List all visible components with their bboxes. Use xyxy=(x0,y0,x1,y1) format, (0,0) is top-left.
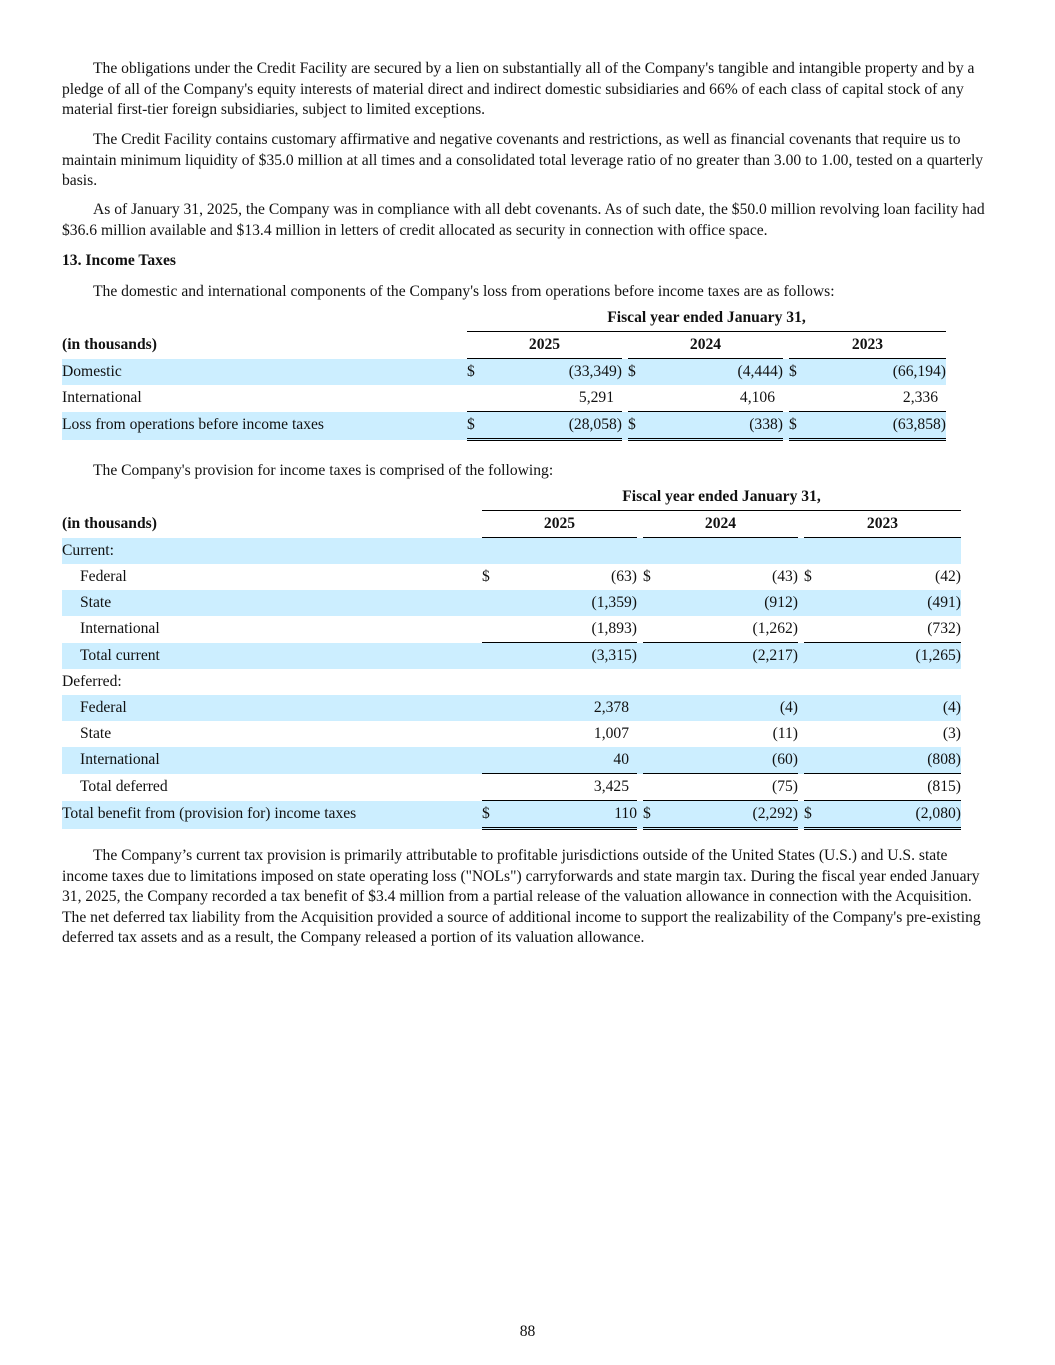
cell-value: (1,262) xyxy=(663,616,798,643)
cell-value: (33,349) xyxy=(487,359,622,386)
row-label: International xyxy=(62,389,142,406)
cell-value: (4,444) xyxy=(648,359,783,386)
dollar-sign xyxy=(482,721,502,747)
cell-value: (1,893) xyxy=(502,616,637,643)
table1-span-header-row xyxy=(62,305,946,332)
dollar-sign xyxy=(482,774,502,801)
cell-value: 3,425 xyxy=(502,774,637,801)
table-row xyxy=(62,721,961,747)
dollar-sign xyxy=(482,695,502,721)
cell-value: (2,080) xyxy=(824,801,961,829)
dollar-sign xyxy=(643,616,663,643)
row-label: Current: xyxy=(62,538,480,565)
table1-units-label: (in thousands) xyxy=(62,335,157,353)
table1-year-header-row xyxy=(62,332,946,359)
cell-value: (75) xyxy=(663,774,798,801)
dollar-sign: $ xyxy=(643,801,663,829)
cell-value: 110 xyxy=(502,801,637,829)
cell-value: (2,217) xyxy=(663,643,798,670)
page-number: 88 xyxy=(519,1323,536,1340)
table1-year-2025: 2025 xyxy=(467,332,622,359)
cell-value: (815) xyxy=(824,774,961,801)
dollar-sign xyxy=(643,721,663,747)
dollar-sign xyxy=(643,774,663,801)
cell-value: (4) xyxy=(824,695,961,721)
cell-value: (63) xyxy=(611,567,637,585)
row-label: Deferred: xyxy=(62,672,122,690)
dollar-sign xyxy=(482,643,502,670)
table2-year-2025: 2025 xyxy=(482,511,637,538)
table2-year-header-row xyxy=(62,511,961,538)
dollar-sign: $ xyxy=(467,412,487,440)
cell-value: (1,359) xyxy=(502,590,637,616)
cell-value: (732) xyxy=(824,616,961,643)
cell-value: (66,194) xyxy=(809,359,946,386)
table-row xyxy=(62,801,961,829)
table-row xyxy=(62,695,961,721)
dollar-sign: $ xyxy=(804,567,812,585)
paragraph-credit-facility-covenants: The Credit Facility contains customary affirmative and negative covenants and restrictions, as well as financial covenants that require us to maintain minimum liquidity of $35.0 million at all times and a consolidated total leverage ratio of no greater than 3.00 to 1.00, tested on a quarterly basis. xyxy=(62,131,984,189)
row-label: State xyxy=(62,590,480,616)
dollar-sign: $ xyxy=(789,359,809,386)
row-label: International xyxy=(62,747,480,774)
dollar-sign xyxy=(804,643,824,670)
table1-year-2023: 2023 xyxy=(789,332,946,359)
dollar-sign xyxy=(482,590,502,616)
table2-year-2023: 2023 xyxy=(804,511,961,538)
row-label: State xyxy=(80,724,112,742)
cell-value: 5,291 xyxy=(487,385,622,412)
table-row xyxy=(62,774,961,801)
row-label: Domestic xyxy=(62,359,465,386)
table1-year-2024: 2024 xyxy=(628,332,783,359)
dollar-sign xyxy=(804,695,824,721)
row-label: International xyxy=(80,620,160,637)
cell-value: (63,858) xyxy=(809,412,946,440)
dollar-sign xyxy=(804,590,824,616)
table-row xyxy=(62,359,946,386)
table2-year-2024: 2024 xyxy=(643,511,798,538)
cell-value: (912) xyxy=(663,590,798,616)
section-heading: 13. Income Taxes xyxy=(62,252,176,269)
dollar-sign xyxy=(628,385,648,412)
row-label: Total current xyxy=(62,643,480,670)
cell-value: 4,106 xyxy=(648,385,783,412)
table1-span-header: Fiscal year ended January 31, xyxy=(467,305,946,332)
table-row xyxy=(62,385,946,412)
dollar-sign: $ xyxy=(482,567,490,585)
dollar-sign xyxy=(467,385,487,412)
dollar-sign: $ xyxy=(482,801,502,829)
cell-value: (4) xyxy=(663,695,798,721)
dollar-sign: $ xyxy=(628,412,648,440)
cell-value: 2,378 xyxy=(502,695,637,721)
dollar-sign xyxy=(643,590,663,616)
paragraph-covenant-compliance: As of January 31, 2025, the Company was in compliance with all debt covenants. As of such date, the $50.0 million revolving loan facility had $36.6 million available and $13.4 million in letters of credit allocated as security in connection with office space. xyxy=(62,201,985,239)
table-row xyxy=(62,590,961,616)
row-label: Federal xyxy=(80,567,127,585)
dollar-sign xyxy=(789,385,809,412)
cell-value: (11) xyxy=(772,724,798,742)
dollar-sign: $ xyxy=(804,801,824,829)
dollar-sign xyxy=(643,747,663,774)
table2-span-header-row xyxy=(62,484,961,511)
table2-span-header: Fiscal year ended January 31, xyxy=(482,484,961,511)
dollar-sign xyxy=(804,747,824,774)
dollar-sign xyxy=(804,721,824,747)
row-label: Total deferred xyxy=(80,777,168,795)
dollar-sign: $ xyxy=(643,567,651,585)
paragraph-credit-facility-security: The obligations under the Credit Facility are secured by a lien on substantially all of the Company's tangible and intangible property and by a pledge of all of the Company's equity interests of material direct and indirect domestic subsidiaries and 66% of each class of capital stock of any material first-tier foreign subsidiaries, subject to limited exceptions. xyxy=(62,60,975,118)
table2-units-label: (in thousands) xyxy=(62,514,157,532)
cell-value: (808) xyxy=(824,747,961,774)
table-loss-before-taxes xyxy=(62,305,946,441)
cell-value: 40 xyxy=(502,747,637,774)
cell-value: (3,315) xyxy=(502,643,637,670)
paragraph-tax-provision-explanation: The Company’s current tax provision is primarily attributable to profitable jurisdictions outside of the United States (U.S.) and U.S. state income taxes due to limitations imposed on state operating loss ("NOLs") carryforwards and state margin tax. During the fiscal year ended January 31, 2025, the Company recorded a tax benefit of $3.4 million from a partial release of the valuation allowance in connection with the Acquisition. The net deferred tax liability from the Acquisition provided a source of additional income to support the realizability of the Company's pre-existing deferred tax assets and as a result, the Company released a portion of its valuation allowance. xyxy=(62,847,981,946)
table-row xyxy=(62,747,961,774)
dollar-sign: $ xyxy=(467,359,487,386)
row-label: Loss from operations before income taxes xyxy=(62,412,465,440)
cell-value: (491) xyxy=(824,590,961,616)
table-income-tax-provision xyxy=(62,484,961,830)
cell-value: (43) xyxy=(772,567,798,585)
table-row xyxy=(62,412,946,440)
table-row xyxy=(62,564,961,590)
row-label: Total benefit from (provision for) income taxes xyxy=(62,801,480,829)
table-row xyxy=(62,538,961,565)
cell-value: (60) xyxy=(663,747,798,774)
cell-value: (3) xyxy=(942,724,961,742)
dollar-sign xyxy=(804,774,824,801)
cell-value: (338) xyxy=(648,412,783,440)
cell-value: (42) xyxy=(935,567,961,585)
dollar-sign xyxy=(482,616,502,643)
table-row xyxy=(62,669,961,695)
dollar-sign xyxy=(482,747,502,774)
table1-intro: The domestic and international components of the Company's loss from operations before income taxes are as follows: xyxy=(93,283,835,300)
dollar-sign xyxy=(643,695,663,721)
cell-value: (28,058) xyxy=(487,412,622,440)
dollar-sign xyxy=(643,643,663,670)
table2-intro: The Company's provision for income taxes is comprised of the following: xyxy=(93,462,554,479)
dollar-sign xyxy=(804,616,824,643)
dollar-sign: $ xyxy=(789,412,809,440)
cell-value: 2,336 xyxy=(809,385,946,412)
cell-value: 1,007 xyxy=(593,724,629,742)
table-row xyxy=(62,643,961,670)
cell-value: (2,292) xyxy=(663,801,798,829)
cell-value: (1,265) xyxy=(824,643,961,670)
table-row xyxy=(62,616,961,643)
row-label: Federal xyxy=(62,695,480,721)
dollar-sign: $ xyxy=(628,359,648,386)
